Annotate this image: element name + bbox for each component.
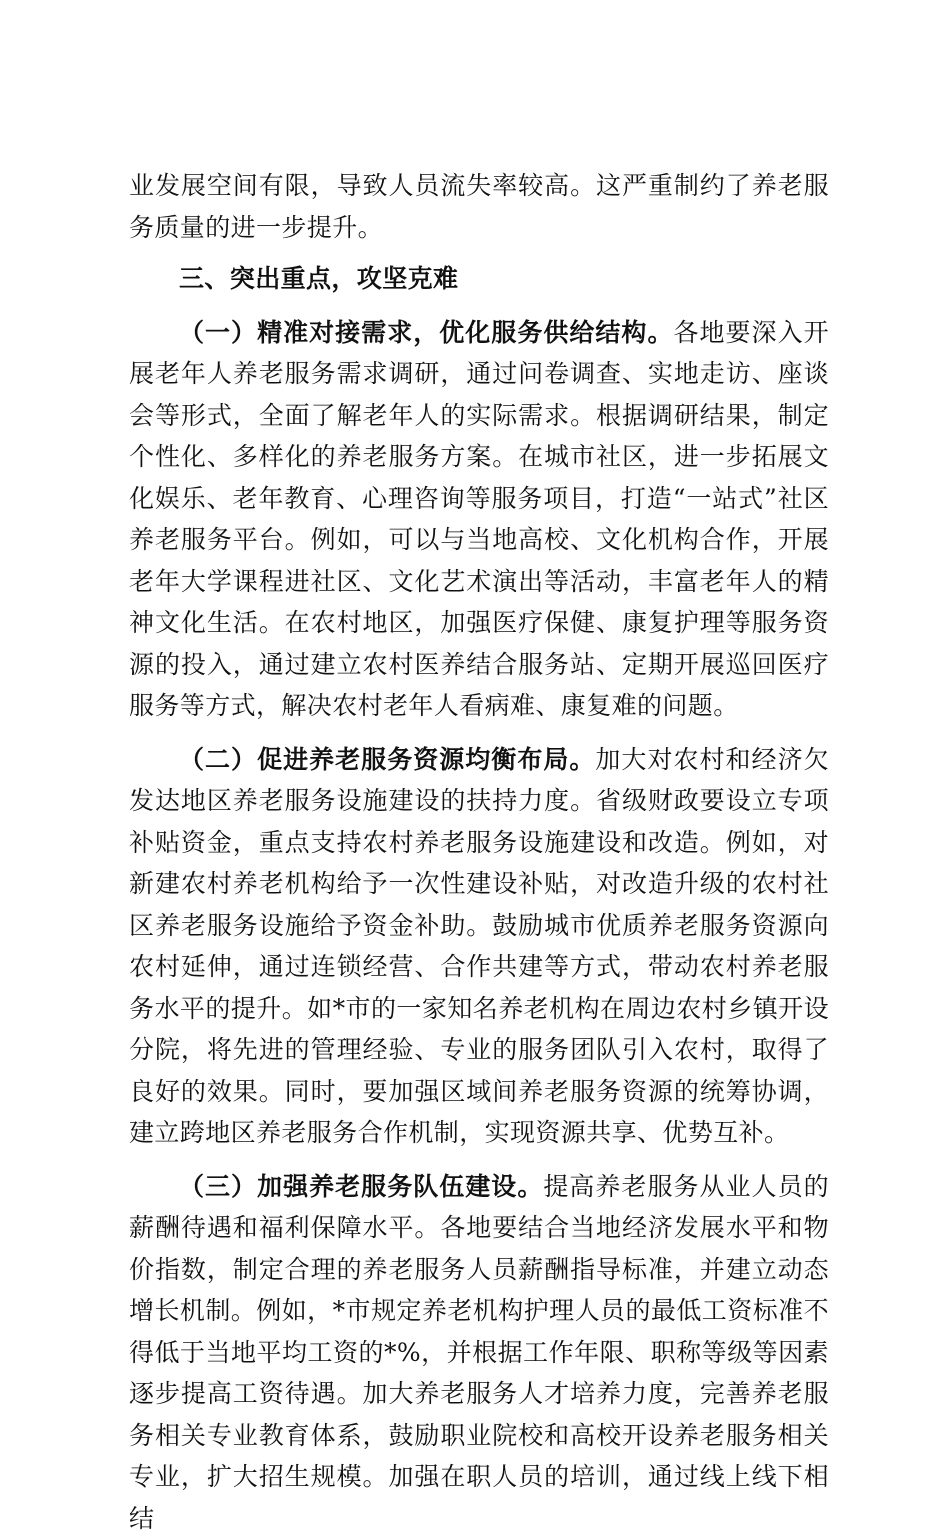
paragraph-3-lead: （三）加强养老服务队伍建设。 [179,1172,543,1201]
paragraph-1-lead: （一）精准对接需求，优化服务供给结构。 [179,318,673,347]
paragraph-3-body: 提高养老服务从业人员的薪酬待遇和福利保障水平。各地要结合当地经济发展水平和物价指数，制定合理的养老服务人员薪酬指导标准，并建立动态增长机制。例如，*市规定养老机构护理人员的最低工资标准不得低于当地平均工资的*%，并根据工作年限、职称等级等因素逐步提高工资待遇。加大养老服务人才培养力度，完善养老服务相关专业教育体系，鼓励职业院校和高校开设养老服务相关专业，扩大招生规模。加强在职人员的培训，通过线上线下相结 [129,1172,829,1533]
section-heading: 三、突出重点，攻坚克难 [129,258,829,300]
paragraph-2-body: 加大对农村和经济欠发达地区养老服务设施建设的扶持力度。省级财政要设立专项补贴资金，重点支持农村养老服务设施建设和改造。例如，对新建农村养老机构给予一次性建设补贴，对改造升级的农村社区养老服务设施给予资金补助。鼓励城市优质养老服务资源向农村延伸，通过连锁经营、合作共建等方式，带动农村养老服务水平的提升。如*市的一家知名养老机构在周边农村乡镇开设分院，将先进的管理经验、专业的服务团队引入农村，取得了良好的效果。同时，要加强区域间养老服务资源的统筹协调，建立跨地区养老服务合作机制，实现资源共享、优势互补。 [129,745,829,1148]
paragraph-1-body: 各地要深入开展老年人养老服务需求调研，通过问卷调查、实地走访、座谈会等形式，全面了解老年人的实际需求。根据调研结果，制定个性化、多样化的养老服务方案。在城市社区，进一步拓展文化娱乐、老年教育、心理咨询等服务项目，打造“一站式”社区养老服务平台。例如，可以与当地高校、文化机构合作，开展老年大学课程进社区、文化艺术演出等活动，丰富老年人的精神文化生活。在农村地区，加强医疗保健、康复护理等服务资源的投入，通过建立农村医养结合服务站、定期开展巡回医疗服务等方式，解决农村老年人看病难、康复难的问题。 [129,318,829,721]
continuation-paragraph: 业发展空间有限，导致人员流失率较高。这严重制约了养老服务质量的进一步提升。 [129,165,829,248]
document-page [129,165,829,1539]
paragraph-2-lead: （二）促进养老服务资源均衡布局。 [179,745,595,774]
paragraph-3 [129,1166,829,1539]
paragraph-2 [129,739,829,1154]
paragraph-1 [129,312,829,727]
